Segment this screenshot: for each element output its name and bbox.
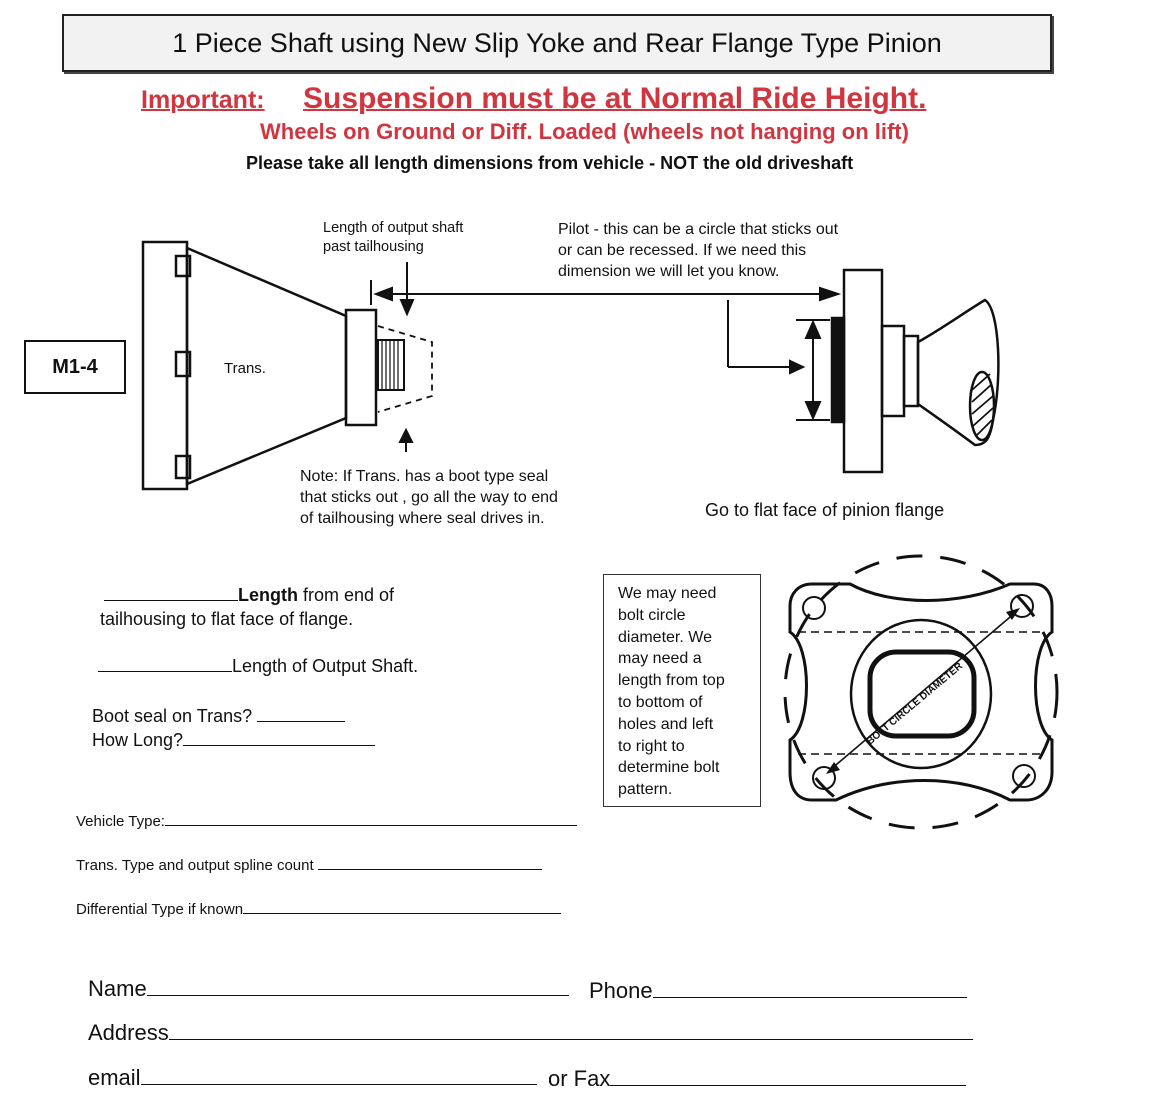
measure-instruction: Please take all length dimensions from vehicle - NOT the old driveshaft — [246, 153, 854, 173]
trans-bellhousing-flange — [143, 242, 187, 489]
fax-field[interactable]: or Fax — [548, 1066, 966, 1092]
output-shaft-note: Length of output shaft past tailhousing — [323, 220, 464, 255]
ride-height-warning: Suspension must be at Normal Ride Height. — [303, 82, 927, 115]
name-field[interactable]: Name — [88, 976, 569, 1002]
boot-seal-note: Note: If Trans. has a boot type seal that sticks out , go all the way to end of tailhousing where seal drives in. — [300, 468, 558, 527]
diff-type-field[interactable]: Differential Type if known — [76, 901, 561, 918]
address-field[interactable]: Address — [88, 1020, 973, 1046]
trans-type-field[interactable]: Trans. Type and output spline count — [76, 857, 542, 874]
pilot-note: Pilot - this can be a circle that sticks out or can be recessed. If we need this dimension we will let you know. — [558, 221, 839, 280]
wheels-warning: Wheels on Ground or Diff. Loaded (wheels not hanging on lift) — [260, 119, 909, 144]
tailhousing — [346, 310, 376, 425]
length-field[interactable]: Length from end of tailhousing to flat face of flange. — [100, 585, 395, 629]
important-label: Important: — [141, 86, 265, 114]
model-badge: M1-4 — [24, 340, 126, 394]
pinion-face-note: Go to flat face of pinion flange — [705, 500, 945, 520]
email-field[interactable]: email — [88, 1065, 537, 1091]
output-shaft-field[interactable]: Length of Output Shaft. — [98, 656, 418, 677]
trans-label: Trans. — [224, 360, 266, 377]
bolt-circle-label: BOLT CIRCLE DIAMETER — [864, 660, 965, 748]
trans-case — [187, 248, 346, 484]
vehicle-type-field[interactable]: Vehicle Type: — [76, 813, 577, 830]
page-title: 1 Piece Shaft using New Slip Yoke and Rear Flange Type Pinion — [62, 14, 1052, 72]
pinion-flange — [832, 270, 998, 472]
boot-seal-field[interactable]: Boot seal on Trans? How Long? — [92, 704, 375, 752]
phone-field[interactable]: Phone — [589, 978, 967, 1004]
bolt-circle-note: We may need bolt circle diameter. We may need a length from top to bottom of holes and left to right to determine bolt pattern. — [603, 574, 761, 807]
